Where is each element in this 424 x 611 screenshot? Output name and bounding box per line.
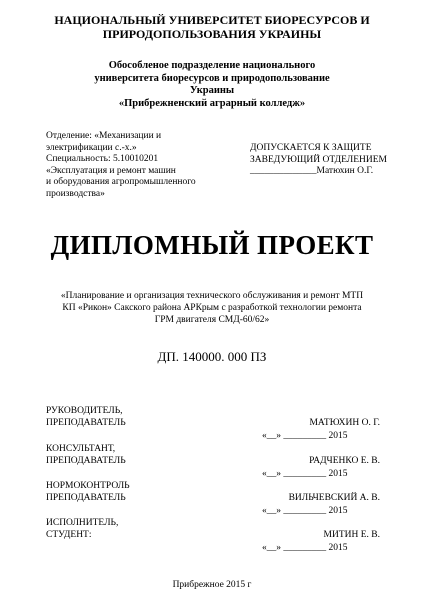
approval-block xyxy=(250,143,387,178)
signature-date-supervisor: «__» _________ 2015 xyxy=(262,431,348,441)
signature-role-supervisor xyxy=(46,406,126,429)
signature-role-line-2: ПРЕПОДАВАТЕЛЬ xyxy=(46,455,126,466)
signature-role-line-2: ПРЕПОДАВАТЕЛЬ xyxy=(46,492,126,503)
department-block xyxy=(46,131,196,200)
branch-name xyxy=(0,60,424,110)
signature-role-line-2: СТУДЕНТ: xyxy=(46,529,92,540)
university-line-2: ПРИРОДОПОЛЬЗОВАНИЯ УКРАИНЫ xyxy=(102,27,322,41)
signature-name-consultant: РАДЧЕНКО Е. В. xyxy=(309,456,380,466)
approval-line-3: ______________Матюхин О.Г. xyxy=(250,166,374,176)
signature-date-consultant: «__» _________ 2015 xyxy=(262,469,348,479)
document-code: ДП. 140000. 000 ПЗ xyxy=(157,349,267,364)
department-line-5: и оборудования агропромышленного xyxy=(46,177,196,187)
signature-name-student: МИТИН Е. В. xyxy=(323,530,380,540)
branch-line-3: Украины xyxy=(189,85,235,96)
university-name xyxy=(0,13,424,41)
department-line-4: «Эксплуатация и ремонт машин xyxy=(46,165,176,176)
theme-line-1: «Планирование и организация технического обслуживания и ремонт МТП xyxy=(60,291,364,301)
signature-role-line-1: ИСПОЛНИТЕЛЬ, xyxy=(46,518,119,528)
approval-line-1: ДОПУСКАЕТСЯ К ЗАЩИТЕ xyxy=(250,143,372,153)
approval-line-2: ЗАВЕДУЮЩИЙ ОТДЕЛЕНИЕМ xyxy=(250,154,387,165)
signature-date-normcontrol: «__» _________ 2015 xyxy=(262,506,348,516)
university-line-1: НАЦИОНАЛЬНЫЙ УНИВЕРСИТЕТ БИОРЕСУРСОВ И xyxy=(54,13,370,27)
department-line-6: производства» xyxy=(46,188,105,199)
signature-date-student: «__» _________ 2015 xyxy=(262,543,348,553)
theme-line-3: ГРМ двигателя СМД-60/62» xyxy=(154,315,270,325)
signature-role-line-2: ПРЕПОДАВАТЕЛЬ xyxy=(46,417,126,428)
department-line-3: Специальность: 5.10010201 xyxy=(46,154,159,164)
branch-line-2: университета биоресурсов и природопользование xyxy=(94,72,330,84)
department-line-2: электрификации с.-х.» xyxy=(46,142,137,153)
signature-role-line-1: КОНСУЛЬТАНТ, xyxy=(46,444,116,454)
signature-name-normcontrol: ВИЛЬЧЕВСКИЙ А. В. xyxy=(288,493,380,503)
signature-role-normcontrol xyxy=(46,481,130,504)
signature-role-line-1: РУКОВОДИТЕЛЬ, xyxy=(46,406,123,416)
theme-line-2: КП «Рикон» Сакского района АРКрым с разработкой технологии ремонта xyxy=(62,303,362,313)
signature-role-student xyxy=(46,518,118,541)
signature-role-line-1: НОРМОКОНТРОЛЬ xyxy=(46,481,130,491)
document-title: ДИПЛОМНЫЙ ПРОЕКТ xyxy=(50,230,374,260)
place-year-footer: Прибрежное 2015 г xyxy=(172,580,252,590)
department-line-1: Отделение: «Механизации и xyxy=(46,131,162,141)
signature-role-consultant xyxy=(46,444,126,467)
branch-line-4: «Прибрежненский аграрный колледж» xyxy=(118,97,306,109)
signature-name-supervisor: МАТЮХИН О. Г. xyxy=(309,418,380,428)
branch-line-1: Обособленое подразделение национального xyxy=(108,60,316,71)
project-theme xyxy=(40,290,384,326)
